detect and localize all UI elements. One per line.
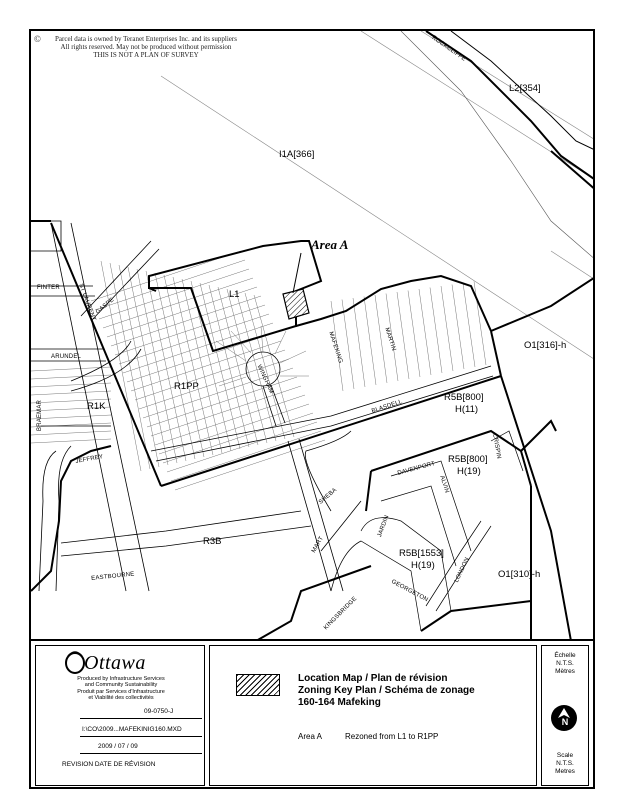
produced-fr-1: Produit par Services d'Infrastructure	[77, 689, 165, 695]
logo-box	[35, 645, 205, 786]
copyright-symbol: ©	[34, 34, 41, 44]
parcel-line	[31, 431, 111, 435]
street-label-sheba: SHEBA	[318, 487, 339, 506]
parcel-line	[31, 383, 111, 387]
street-label-finter: FINTER	[37, 285, 60, 291]
map-title-1: Location Map / Plan de révision	[298, 673, 448, 684]
background-lines	[161, 31, 595, 361]
produced-en-1: Produced by Infrastructure Services	[77, 676, 165, 682]
parcel-line	[375, 295, 387, 383]
street-label-jeffrey: JEFFREY	[75, 454, 104, 465]
zone-label-r1k: R1K	[87, 401, 106, 412]
scale-fr-label: Échelle	[554, 652, 576, 659]
zone-label-o1-310: O1[310]-h	[498, 569, 541, 580]
street-label-eastbourne: EASTBOURNE	[91, 571, 135, 582]
street-label-wingham: WINGHAM	[255, 364, 275, 395]
file-path: I:\CO\2009...MAFEKINIG160.MXD	[82, 726, 182, 733]
map-title-2: Zoning Key Plan / Schéma de zonage	[298, 685, 475, 696]
parcel-line	[353, 298, 365, 387]
street-label-mafeking: MAFEKING	[327, 331, 344, 365]
parcel-line	[463, 283, 475, 367]
parcel-line	[171, 431, 321, 481]
produced-en-2: and Community Sustainability	[84, 682, 158, 688]
rockcliffe-corridor	[401, 31, 595, 261]
street-label-braemar: BRAEMAR	[37, 399, 43, 431]
area-a-parcel	[283, 289, 309, 319]
street-label-alvin: ALVIN	[438, 475, 450, 494]
parcel-line	[419, 289, 431, 375]
parcel-line	[364, 297, 376, 386]
parcel-line	[31, 391, 111, 395]
zone-label-r5b-1553-h: H(19)	[411, 560, 435, 571]
parcel-line	[175, 440, 325, 490]
street-label-jardin: JARDIN	[377, 514, 391, 539]
zone-label-l2: L2[354]	[509, 83, 541, 94]
scale-fr-nts: N.T.S.	[556, 660, 574, 667]
copyright-line-3: THIS IS NOT A PLAN OF SURVEY	[93, 51, 199, 59]
street-label-crispin: CRISPIN	[491, 433, 502, 460]
scale-box	[541, 645, 589, 786]
street-label-rockcliffe: ROCKCLIFFE	[430, 35, 467, 63]
file-number: 09-0750-J	[144, 708, 174, 715]
revision-date-label: REVISION DATE DE RÉVISION	[62, 761, 156, 768]
north-letter: N	[561, 717, 569, 727]
desc-text: Rezoned from L1 to R1PP	[345, 732, 439, 741]
street-label-blasdell: BLASDELL	[371, 399, 404, 415]
zone-label-r5b-800-b-h: H(19)	[457, 466, 481, 477]
parcel-line	[115, 305, 265, 355]
title-box	[209, 645, 537, 786]
scale-en-label: Scale	[556, 752, 574, 759]
street-label-kingsbridge: KINGSBRIDGE	[323, 595, 359, 632]
parcel-line	[474, 282, 486, 366]
copyright-line-1: Parcel data is owned by Teranet Enterprises Inc. and its suppliers	[55, 35, 237, 43]
parcel-line	[151, 386, 301, 436]
zone-label-r1pp: R1PP	[174, 381, 199, 392]
parcel-line	[31, 375, 111, 379]
parcel-line	[441, 286, 453, 371]
parcel-line	[119, 314, 269, 364]
map-frame	[29, 29, 595, 789]
divider-line-1	[80, 718, 202, 719]
scale-en-nts: N.T.S.	[556, 760, 574, 767]
zone-label-r3b: R3B	[203, 536, 222, 547]
divider-line-3	[80, 753, 202, 754]
title-block	[31, 639, 593, 789]
scale-en-units: Metres	[555, 768, 575, 775]
parcel-line	[342, 300, 354, 390]
scale-fr-units: Mètres	[555, 668, 575, 675]
zone-label-r5b-800-a: R5B[800]	[444, 392, 484, 403]
parcel-line	[101, 261, 141, 471]
zone-label-l1: L1	[229, 289, 240, 300]
hatch-legend-swatch	[236, 674, 280, 696]
area-a-leader	[293, 253, 301, 293]
zone-label-r5b-1553: R5B[1553]	[399, 548, 444, 559]
parcel-line	[452, 285, 464, 370]
parcel-line	[31, 367, 111, 371]
zone-label-i1a: I1A[366]	[279, 149, 315, 160]
zone-label-r5b-800-b: R5B[800]	[448, 454, 488, 465]
ottawa-logo-icon	[64, 650, 86, 674]
street-label-mart: MART	[311, 535, 326, 554]
desc-area: Area A	[298, 732, 323, 741]
logo-wordmark: Ottawa	[84, 652, 146, 674]
parcel-line	[397, 292, 409, 379]
parcel-line	[408, 291, 420, 378]
street-label-gaspe: GASPE	[95, 297, 116, 316]
parcel-line	[31, 439, 111, 443]
parcel-line	[31, 415, 111, 419]
street-label-martin: MARTIN	[383, 327, 397, 352]
parcel-line	[147, 377, 297, 427]
produced-fr-2: et Viabilité des collectivités	[88, 695, 154, 701]
area-a-label: Area A	[311, 237, 349, 252]
copyright-line-2: All rights reserved. May not be produced without permission	[60, 43, 232, 51]
street-label-st-laurent: ST LAURENT	[77, 283, 97, 322]
revision-date-value: 2009 / 07 / 09	[98, 743, 138, 750]
copyright-notice	[36, 35, 256, 59]
divider-line-2	[80, 736, 202, 737]
zone-label-r5b-800-a-h: H(11)	[455, 404, 479, 415]
zone-label-o1-316: O1[316]-h	[524, 340, 567, 351]
map-title-3: 160-164 Mafeking	[298, 697, 381, 708]
parcel-line	[159, 404, 309, 454]
street-label-georgeton: GEORGETON	[390, 579, 429, 604]
street-label-arundel: ARUNDEL	[51, 354, 82, 360]
street-label-davenport: DAVENPORT	[397, 461, 436, 477]
street-label-london: LONDON	[454, 556, 471, 584]
parcel-line	[430, 288, 442, 374]
